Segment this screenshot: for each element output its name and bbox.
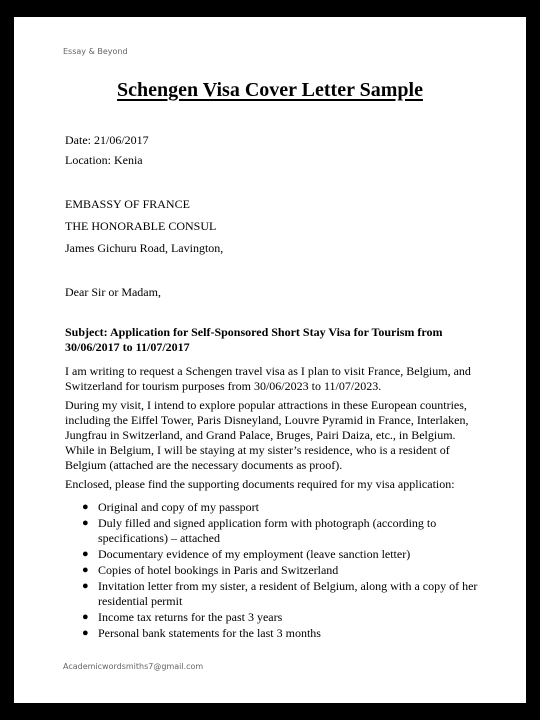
recipient-line-1: EMBASSY OF FRANCE — [65, 197, 190, 211]
bullet-icon: ● — [82, 501, 89, 513]
salutation: Dear Sir or Madam, — [65, 285, 161, 299]
list-item: ● Duly filled and signed application form with photograph (according to specifications) – attached — [82, 516, 437, 545]
bullet-icon: ● — [82, 627, 89, 639]
list-item: ● Documentary evidence of my employment (leave sanction letter) — [82, 547, 411, 561]
footer-email: Academicwordsmiths7@gmail.com — [63, 662, 204, 671]
recipient-line-2: THE HONORABLE CONSUL — [65, 219, 217, 233]
page-title: Schengen Visa Cover Letter Sample — [117, 79, 423, 101]
list-item: ● Income tax returns for the past 3 years — [82, 610, 283, 624]
bullet-icon: ● — [82, 580, 89, 592]
list-item: ● Personal bank statements for the last 3 months — [82, 626, 321, 640]
document-page — [14, 17, 526, 703]
date-line: Date: 21/06/2017 — [65, 133, 149, 147]
documents-list — [65, 500, 485, 642]
list-item: ● Invitation letter from my sister, a resident of Belgium, along with a copy of her residential permit — [82, 579, 478, 608]
bullet-icon: ● — [82, 564, 89, 576]
paragraph-itinerary: During my visit, I intend to explore popular attractions in these European countries, including the Eiffel Tower, Paris Disneyland, Louvre Pyramid in France, Interlaken, Jungfrau in Switzerland, and Grand Palace, Bruges, Pairi Daiza, etc., in Belgium. While in Belgium, I will be staying at my sister’s residence, who is a resident of Belgium (attached are the necessary documents as proof). — [65, 398, 469, 472]
subject-line: Subject: Application for Self-Sponsored Short Stay Visa for Tourism from 30/06/2017 to 11/07/2017 — [65, 325, 443, 354]
bullet-icon: ● — [82, 517, 89, 529]
list-item: ● Original and copy of my passport — [82, 500, 259, 514]
header-brand: Essay & Beyond — [63, 47, 128, 56]
bullet-icon: ● — [82, 611, 89, 623]
paragraph-enclosures: Enclosed, please find the supporting documents required for my visa application: — [65, 477, 455, 491]
location-line: Location: Kenia — [65, 153, 143, 167]
paragraph-intro: I am writing to request a Schengen travel visa as I plan to visit France, Belgium, and Switzerland for tourism purposes from 30/06/2023 to 11/07/2023. — [65, 364, 471, 393]
recipient-line-3: James Gichuru Road, Lavington, — [65, 241, 224, 255]
list-item: ● Copies of hotel bookings in Paris and Switzerland — [82, 563, 339, 577]
bullet-icon: ● — [82, 548, 89, 560]
